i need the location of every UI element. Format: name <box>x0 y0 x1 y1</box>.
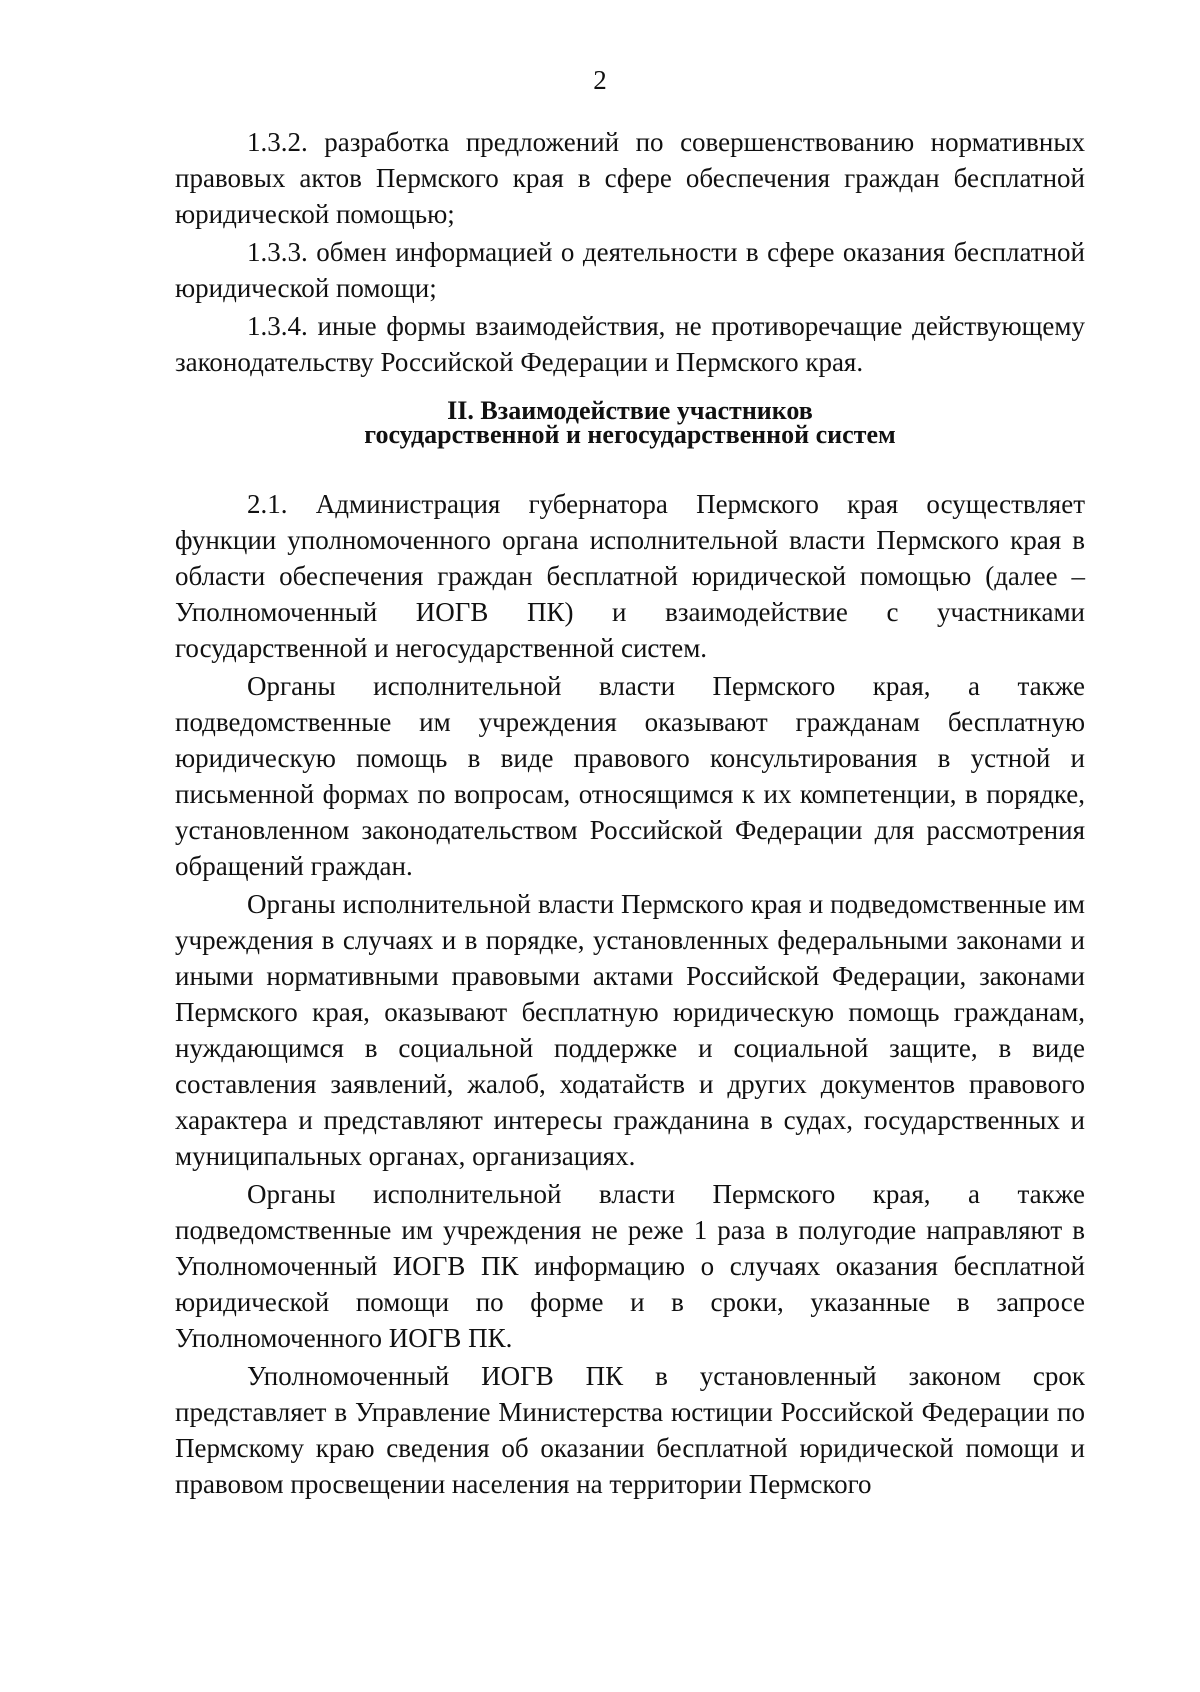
paragraph-social-support: Органы исполнительной власти Пермского края и подведомственные им учреждения в случаях и в порядке, установленных федеральными законами и иными нормативными правовыми актами Российской Федерации, законами Пермского края, оказывают бесплатную юридическую помощь гражданам, нуждающимся в социальной поддержке и социальной защите, в виде составления заявлений, жалоб, ходатайств и других документов правового характера и представляют интересы гражданина в судах, государственных и муниципальных органах, организациях. <box>175 889 1085 1171</box>
paragraph-2-1: 2.1. Администрация губернатора Пермского края осуществляет функции уполномоченного органа исполнительной власти Пермского края в области обеспечения граждан бесплатной юридической помощью (далее – Уполномоченный ИОГВ ПК) и взаимодействие с участниками государственной и негосударственной систем. <box>175 489 1085 663</box>
page-number: 2 <box>593 65 607 95</box>
paragraph-1-3-3: 1.3.3. обмен информацией о деятельности в сфере оказания бесплатной юридической помощи; <box>175 237 1085 303</box>
paragraph-ministry-report: Уполномоченный ИОГВ ПК в установленный законом срок представляет в Управление Министерства юстиции Российской Федерации по Пермскому краю сведения об оказании бесплатной юридической помощи и правовом просвещении населения на территории Пермского <box>175 1361 1085 1499</box>
section-heading <box>175 396 1085 449</box>
paragraph-consultation: Органы исполнительной власти Пермского края, а также подведомственные им учреждения оказывают гражданам бесплатную юридическую помощь в виде правового консультирования в устной и письменной формах по вопросам, относящимся к их компетенции, в порядке, установленном законодательством Российской Федерации для рассмотрения обращений граждан. <box>175 671 1085 881</box>
paragraph-1-3-2: 1.3.2. разработка предложений по совершенствованию нормативных правовых актов Пермского края в сфере обеспечения граждан бесплатной юридической помощью; <box>175 127 1085 229</box>
paragraph-1-3-4: 1.3.4. иные формы взаимодействия, не противоречащие действующему законодательству Российской Федерации и Пермского края. <box>175 311 1085 377</box>
section-heading-line-1: II. Взаимодействие участников <box>447 396 813 425</box>
document-body <box>175 124 1085 1502</box>
section-heading-line-2: государственной и негосударственной систем <box>364 420 896 449</box>
paragraph-reporting: Органы исполнительной власти Пермского края, а также подведомственные им учреждения не реже 1 раза в полугодие направляют в Уполномоченный ИОГВ ПК информацию о случаях оказания бесплатной юридической помощи по форме и в сроки, указанные в запросе Уполномоченного ИОГВ ПК. <box>175 1179 1085 1353</box>
